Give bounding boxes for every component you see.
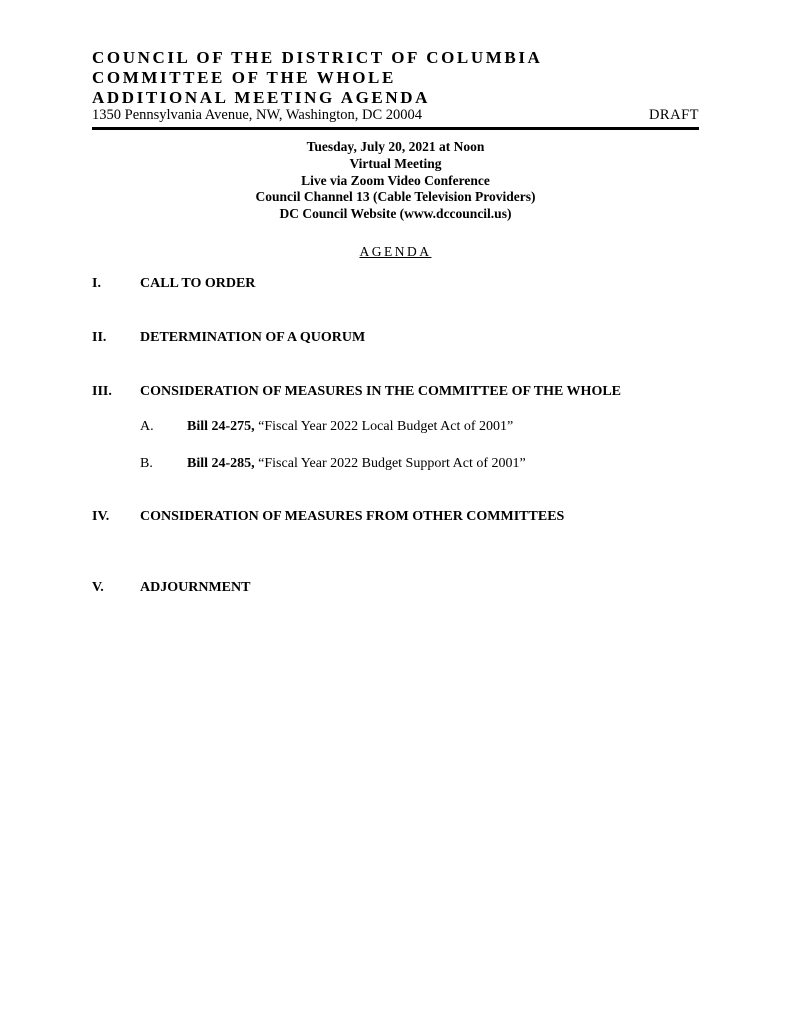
item-title: ADJOURNMENT [140,580,251,595]
subitem-letter: B. [140,456,153,471]
council-title: COUNCIL OF THE DISTRICT OF COLUMBIA [92,48,543,67]
bill-title: “Fiscal Year 2022 Budget Support Act of 2001” [254,456,526,471]
item-title: DETERMINATION OF A QUORUM [140,330,366,345]
meeting-format: Virtual Meeting [349,155,442,171]
item-number: III. [92,384,112,399]
meeting-details [92,139,699,223]
item-title: CONSIDERATION OF MEASURES FROM OTHER COMMITTEES [140,509,565,524]
meeting-channel: Council Channel 13 (Cable Television Providers) [255,189,536,205]
header-divider [92,127,699,130]
meeting-website: DC Council Website (www.dccouncil.us) [279,206,512,222]
item-number: I. [92,276,101,291]
item-number: IV. [92,509,110,524]
council-address: 1350 Pennsylvania Avenue, NW, Washington, DC 20004 [92,107,423,123]
draft-label: DRAFT [648,107,699,123]
bill-number: Bill 24-285, [187,456,255,471]
item-number: V. [92,580,104,595]
subitem-letter: A. [140,419,154,434]
bill-title: “Fiscal Year 2022 Local Budget Act of 2001” [254,419,514,434]
document-title: ADDITIONAL MEETING AGENDA [92,88,430,107]
meeting-platform: Live via Zoom Video Conference [301,172,490,188]
subitem-text [187,419,513,435]
item-title: CONSIDERATION OF MEASURES IN THE COMMITTEE OF THE WHOLE [140,384,622,399]
bill-number: Bill 24-275, [187,419,255,434]
item-number: II. [92,330,107,345]
agenda-heading: AGENDA [359,244,432,259]
subitem-text [187,456,526,472]
item-title: CALL TO ORDER [140,276,256,291]
committee-title: COMMITTEE OF THE WHOLE [92,68,396,87]
meeting-date-time: Tuesday, July 20, 2021 at Noon [306,139,485,154]
